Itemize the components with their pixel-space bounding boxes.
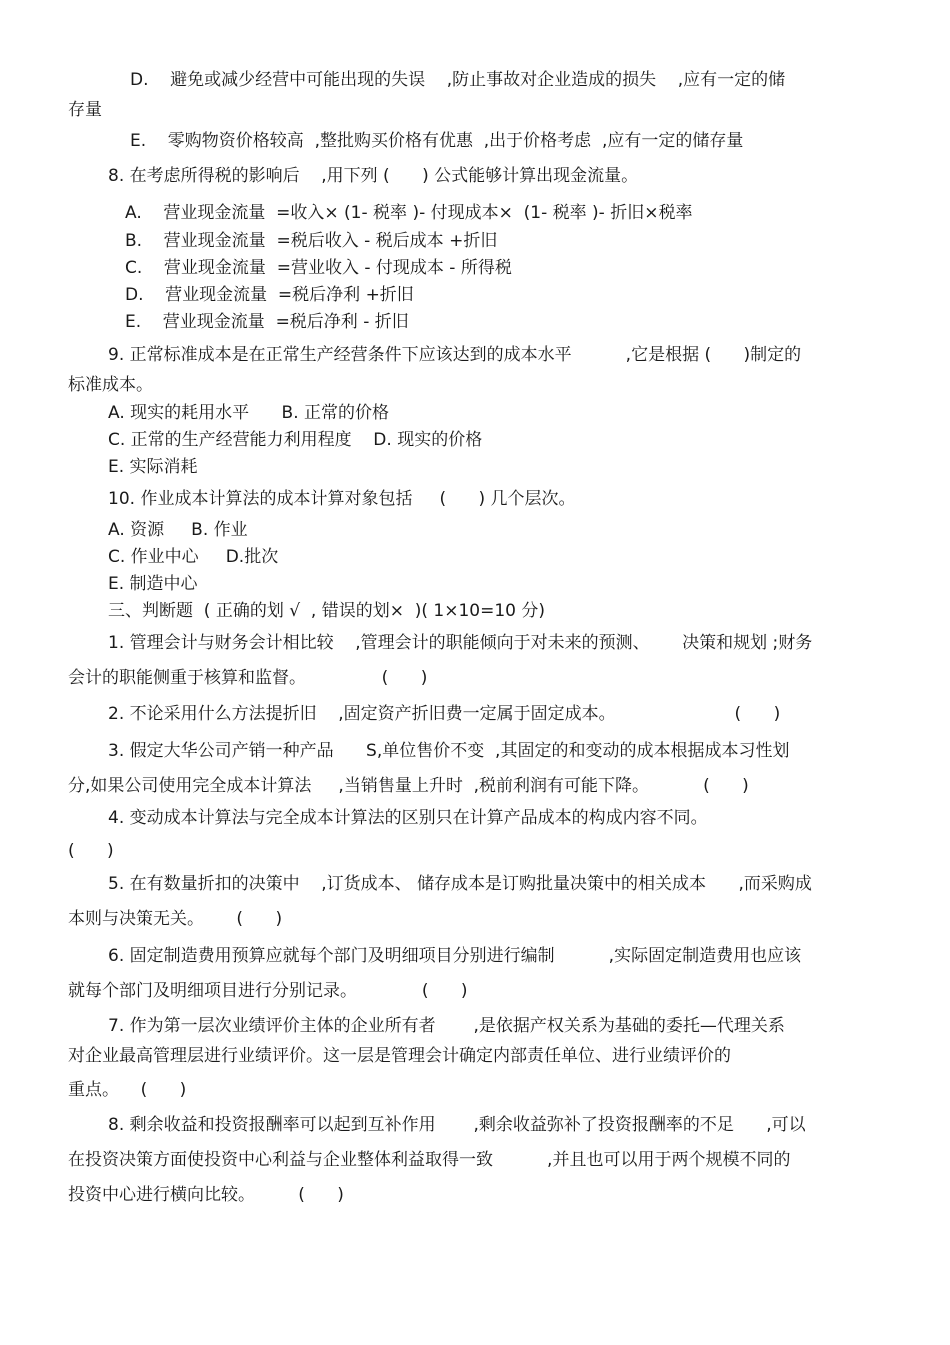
question-10: 10. 作业成本计算法的成本计算对象包括 ( ) 几个层次。 (108, 489, 576, 509)
question-10-option-e: E. 制造中心 (108, 574, 198, 594)
option-8-d-cont: D. 避免或减少经营中可能出现的失误 ,防止事故对企业造成的损失 ,应有一定的储 (130, 70, 786, 90)
tf-question-8-wrap-2: 投资中心进行横向比较。 ( ) (68, 1185, 344, 1205)
tf-question-6: 6. 固定制造费用预算应就每个部门及明细项目分别进行编制 ,实际固定制造费用也应该 (108, 946, 802, 966)
question-8-option-a: A. 营业现金流量 =收入× (1- 税率 )- 付现成本× (1- 税率 )- 折旧×税率 (125, 203, 693, 223)
question-9-options-ab: A. 现实的耗用水平 B. 正常的价格 (108, 403, 390, 423)
tf-question-1: 1. 管理会计与财务会计相比较 ,管理会计的职能倾向于对未来的预测、 决策和规划 ;财务 (108, 633, 813, 653)
tf-question-2: 2. 不论采用什么方法提折旧 ,固定资产折旧费一定属于固定成本。 ( ) (108, 704, 781, 724)
question-8-option-c: C. 营业现金流量 =营业收入 - 付现成本 - 所得税 (125, 258, 512, 278)
question-9-options-cd: C. 正常的生产经营能力利用程度 D. 现实的价格 (108, 430, 483, 450)
tf-question-5: 5. 在有数量折扣的决策中 ,订货成本、 储存成本是订购批量决策中的相关成本 ,而采购成 (108, 874, 812, 894)
option-8-e-prev: E. 零购物资价格较高 ,整批购买价格有优惠 ,出于价格考虑 ,应有一定的储存量 (130, 131, 744, 151)
question-8-option-b: B. 营业现金流量 =税后收入 - 税后成本 +折旧 (125, 231, 498, 251)
question-8-option-e: E. 营业现金流量 =税后净利 - 折旧 (125, 312, 409, 332)
tf-question-5-wrap: 本则与决策无关。 ( ) (68, 909, 283, 929)
tf-question-7: 7. 作为第一层次业绩评价主体的企业所有者 ,是依据产权关系为基础的委托—代理关系 (108, 1016, 785, 1036)
question-8-option-d: D. 营业现金流量 =税后净利 +折旧 (125, 285, 414, 305)
tf-question-8-wrap-1: 在投资决策方面使投资中心利益与企业整体利益取得一致 ,并且也可以用于两个规模不同的 (68, 1150, 791, 1170)
tf-question-3-wrap: 分,如果公司使用完全成本计算法 ,当销售量上升时 ,税前利润有可能下降。 ( ) (68, 776, 749, 796)
tf-question-7-wrap-2: 重点。 ( ) (68, 1080, 187, 1100)
option-8-d-wrap: 存量 (68, 100, 102, 120)
tf-question-4: 4. 变动成本计算法与完全成本计算法的区别只在计算产品成本的构成内容不同。 (108, 808, 708, 828)
question-8: 8. 在考虑所得税的影响后 ,用下列 ( ) 公式能够计算出现金流量。 (108, 166, 639, 186)
section-3-heading: 三、判断题 ( 正确的划 √ , 错误的划× )( 1×10=10 分) (108, 601, 546, 621)
tf-question-4-wrap: ( ) (68, 841, 114, 861)
question-10-options-ab: A. 资源 B. 作业 (108, 520, 248, 540)
question-9: 9. 正常标准成本是在正常生产经营条件下应该达到的成本水平 ,它是根据 ( )制定的 (108, 345, 802, 365)
tf-question-8: 8. 剩余收益和投资报酬率可以起到互补作用 ,剩余收益弥补了投资报酬率的不足 ,可以 (108, 1115, 806, 1135)
question-9-wrap: 标准成本。 (68, 375, 153, 395)
question-10-options-cd: C. 作业中心 D.批次 (108, 547, 279, 567)
tf-question-6-wrap: 就每个部门及明细项目进行分别记录。 ( ) (68, 981, 468, 1001)
tf-question-1-wrap: 会计的职能侧重于核算和监督。 ( ) (68, 668, 428, 688)
tf-question-3: 3. 假定大华公司产销一种产品 S,单位售价不变 ,其固定的和变动的成本根据成本习性划 (108, 741, 790, 761)
tf-question-7-wrap-1: 对企业最高管理层进行业绩评价。这一层是管理会计确定内部责任单位、进行业绩评价的 (68, 1046, 731, 1066)
question-9-option-e: E. 实际消耗 (108, 457, 198, 477)
